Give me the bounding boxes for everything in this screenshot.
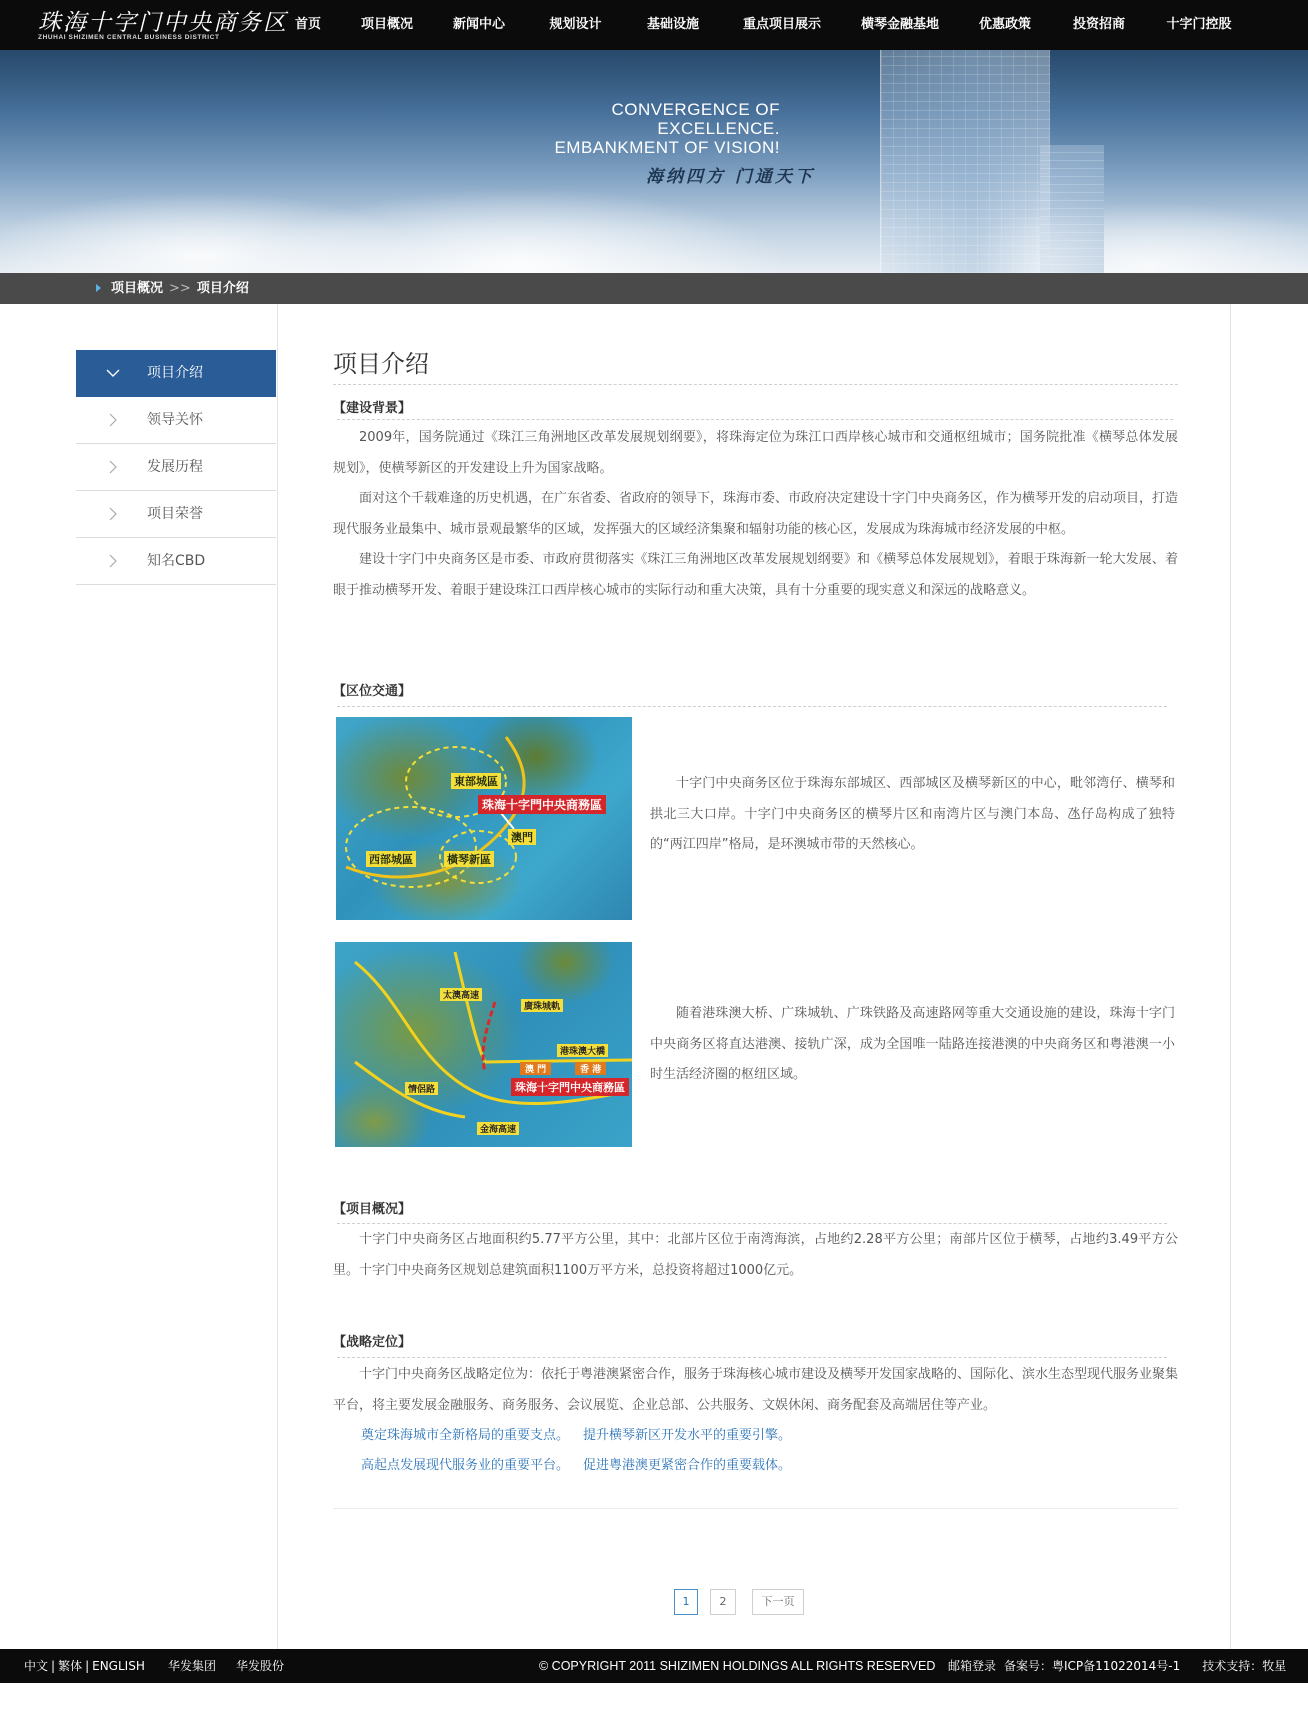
footer-link-huafa-group[interactable]: 华发集团: [168, 1659, 217, 1673]
sidebar-item-label: 项目介绍: [147, 365, 203, 381]
main-nav: [272, 0, 1251, 50]
sidebar-item-history[interactable]: [76, 444, 276, 491]
sidebar-menu: [76, 350, 276, 585]
nav-item-news[interactable]: 新闻中心: [452, 17, 505, 32]
sidebar-item-famous-cbd[interactable]: [76, 538, 276, 585]
chevron-right-icon: [104, 505, 122, 523]
map-label-bridge: 港珠澳大橋: [557, 1044, 608, 1057]
map-label-macau: 澳 門: [520, 1062, 551, 1075]
map-label-hengqin: 橫琴新區: [444, 851, 494, 867]
logo-english-text: ZHUHAI SHIZIMEN CENTRAL BUSINESS DISTRICT: [38, 34, 220, 41]
sidebar-item-intro[interactable]: [76, 350, 276, 397]
site-logo[interactable]: [38, 4, 288, 46]
nav-item-investment[interactable]: 投资招商: [1072, 17, 1125, 32]
paragraph: 面对这个千载难逢的历史机遇，在广东省委、省政府的领导下，珠海市委、市政府决定建设十字门中央商务区，作为横琴开发的启动项目，打造现代服务业最集中、城市景观最繁华的区域，发挥强大的区域经济集聚和辐射功能的核心区，发展成为珠海城市经济发展的中枢。: [333, 491, 1179, 537]
nav-item-key-projects[interactable]: 重点项目展示: [742, 17, 821, 32]
map-label-east: 東部城區: [451, 773, 501, 789]
breadcrumb-separator: >>: [169, 281, 191, 296]
map-label-cbd: 珠海十字門中央商務區: [478, 795, 606, 814]
nav-item-home[interactable]: 首页: [294, 17, 321, 32]
sidebar-item-label: 项目荣誉: [147, 506, 203, 522]
paragraph: 十字门中央商务区位于珠海东部城区、西部城区及横琴新区的中心，毗邻湾仔、横琴和拱北三大口岸。十字门中央商务区的横琴片区和南湾片区与澳门本岛、氹仔岛构成了独特的“两江四岸”格局，是环澳城市带的天然核心。: [650, 776, 1175, 852]
mail-login-link[interactable]: 邮箱登录: [948, 1659, 997, 1673]
sidebar-item-label: 知名CBD: [147, 553, 206, 569]
nav-item-overview[interactable]: 项目概况: [360, 17, 413, 32]
highlight-line: [333, 1421, 791, 1452]
chevron-down-icon: [104, 364, 122, 382]
map-label-jinhai: 金海高速: [477, 1122, 519, 1135]
breadcrumb-current[interactable]: 项目介绍: [196, 281, 249, 296]
paragraph: 2009年，国务院通过《珠江三角洲地区改革发展规划纲要》，将珠海定位为珠江口西岸核心城市和交通枢纽城市；国务院批准《横琴总体发展规划》，使横琴新区的开发建设上升为国家战略。: [333, 430, 1178, 476]
map-label-qinglv: 情侶路: [405, 1082, 438, 1095]
map-label-hk: 香 港: [575, 1062, 606, 1075]
banner-slogan-chinese: 海纳四方 门通天下: [646, 167, 815, 187]
section-heading-background: 【建设背景】: [333, 401, 412, 416]
right-column-divider: [1230, 304, 1231, 1649]
section-heading-location: 【区位交通】: [333, 684, 412, 699]
paragraph: 十字门中央商务区占地面积约5.77平方公里，其中：北部片区位于南湾海滨，占地约2.28平方公里；南部片区位于横琴，占地约3.49平方公里。十字门中央商务区规划总建筑面积1100万平方米，总投资将超过1000亿元。: [333, 1232, 1178, 1278]
location-map-image: [336, 717, 632, 920]
site-footer: [0, 1649, 1308, 1683]
nav-item-planning[interactable]: 规划设计: [549, 17, 602, 32]
map-label-cbd: 珠海十字門中央商務區: [511, 1078, 629, 1096]
map-label-macau: 澳門: [508, 829, 536, 845]
logo-chinese-text: 珠海十字门中央商务区: [38, 10, 288, 36]
page-2-button[interactable]: 2: [710, 1589, 736, 1615]
tech-support: 技术支持：牧星: [1202, 1659, 1287, 1673]
section-heading-overview: 【项目概况】: [333, 1202, 412, 1217]
footer-right-info: [948, 1649, 1294, 1683]
pagination: [0, 1589, 1308, 1615]
lang-english-link[interactable]: ENGLISH: [92, 1659, 145, 1673]
banner-tower-image: [880, 50, 1050, 273]
lang-separator: |: [51, 1659, 56, 1673]
page-title: 项目介绍: [333, 350, 429, 378]
section-divider: [337, 1357, 1167, 1358]
section-heading-strategy: 【战略定位】: [333, 1335, 412, 1350]
sidebar-item-label: 领导关怀: [147, 412, 203, 428]
map-label-guangzhu: 廣珠城軌: [521, 999, 563, 1012]
section-divider: [337, 706, 1167, 707]
highlight-text: 促进粤港澳更紧密合作的重要载体。: [583, 1458, 792, 1473]
icp-record[interactable]: 备案号：粤ICP备11022014号-1: [1004, 1659, 1181, 1673]
sidebar-item-leadership[interactable]: [76, 397, 276, 444]
section-divider: [337, 1223, 1167, 1224]
chevron-right-icon: [104, 552, 122, 570]
paragraph: 随着港珠澳大桥、广珠城轨、广珠铁路及高速路网等重大交通设施的建设，珠海十字门中央商务区将直达港澳、接轨广深，成为全国唯一陆路连接港澳的中央商务区和粤港澳一小时生活经济圈的枢纽区域。: [650, 1006, 1175, 1082]
nav-item-policy[interactable]: 优惠政策: [978, 17, 1031, 32]
transport-map-image: [335, 942, 632, 1147]
slogan-line-3: EMBANKMENT OF VISION!: [554, 138, 780, 157]
top-navbar: [0, 0, 1308, 50]
page-1-button[interactable]: 1: [674, 1589, 698, 1615]
highlight-line: [333, 1451, 791, 1482]
breadcrumb-arrow-icon: [96, 284, 101, 292]
slogan-line-1: CONVERGENCE OF: [611, 100, 780, 119]
copyright-text: © COPYRIGHT 2011 SHIZIMEN HOLDINGS ALL RIGHTS RESERVED: [539, 1659, 936, 1673]
paragraph: 建设十字门中央商务区是市委、市政府贯彻落实《珠江三角洲地区改革发展规划纲要》和《横琴总体发展规划》，着眼于珠海新一轮大发展、着眼于推动横琴开发、着眼于建设珠江口西岸核心城市的实际行动和重大决策，具有十分重要的现实意义和深远的战略意义。: [333, 552, 1178, 598]
map-overlay-graphic: [336, 717, 632, 920]
lang-separator: |: [85, 1659, 90, 1673]
highlight-text: 高起点发展现代服务业的重要平台。: [361, 1458, 570, 1473]
lang-chinese-link[interactable]: 中文: [24, 1659, 49, 1673]
nav-item-hengqin-finance[interactable]: 横琴金融基地: [860, 17, 939, 32]
banner-tower-small-image: [1040, 145, 1104, 273]
banner-slogan: [554, 100, 780, 157]
map-label-west: 西部城區: [366, 851, 416, 867]
content-end-divider: [333, 1508, 1178, 1509]
sidebar-item-honors[interactable]: [76, 491, 276, 538]
slogan-line-2: EXCELLENCE.: [657, 119, 780, 138]
nav-item-holdings[interactable]: 十字门控股: [1166, 17, 1232, 32]
hero-banner: [0, 50, 1308, 273]
highlight-text: 提升横琴新区开发水平的重要引擎。: [583, 1428, 792, 1443]
breadcrumb-bar: [0, 273, 1308, 304]
lang-traditional-link[interactable]: 繁体: [58, 1659, 83, 1673]
main-content: [333, 346, 1178, 606]
highlight-text: 奠定珠海城市全新格局的重要支点。: [361, 1428, 570, 1443]
language-switcher: [24, 1649, 145, 1683]
nav-item-infrastructure[interactable]: 基础设施: [646, 17, 699, 32]
next-page-button[interactable]: 下一页: [752, 1589, 804, 1615]
sidebar-item-label: 发展历程: [147, 459, 203, 475]
left-column-divider: [277, 304, 278, 1649]
chevron-right-icon: [104, 458, 122, 476]
breadcrumb-parent-link[interactable]: 项目概况: [111, 281, 164, 296]
chevron-right-icon: [104, 411, 122, 429]
map-label-taiao: 太澳高速: [440, 988, 482, 1001]
paragraph: 十字门中央商务区战略定位为：依托于粤港澳紧密合作，服务于珠海核心城市建设及横琴开发国家战略的、国际化、滨水生态型现代服务业聚集平台，将主要发展金融服务、商务服务、会议展览、企业总部、公共服务、文娱休闲、商务配套及高端居住等产业。: [333, 1367, 1179, 1413]
breadcrumb: [111, 273, 249, 304]
footer-link-huafa-shares[interactable]: 华发股份: [236, 1659, 285, 1673]
